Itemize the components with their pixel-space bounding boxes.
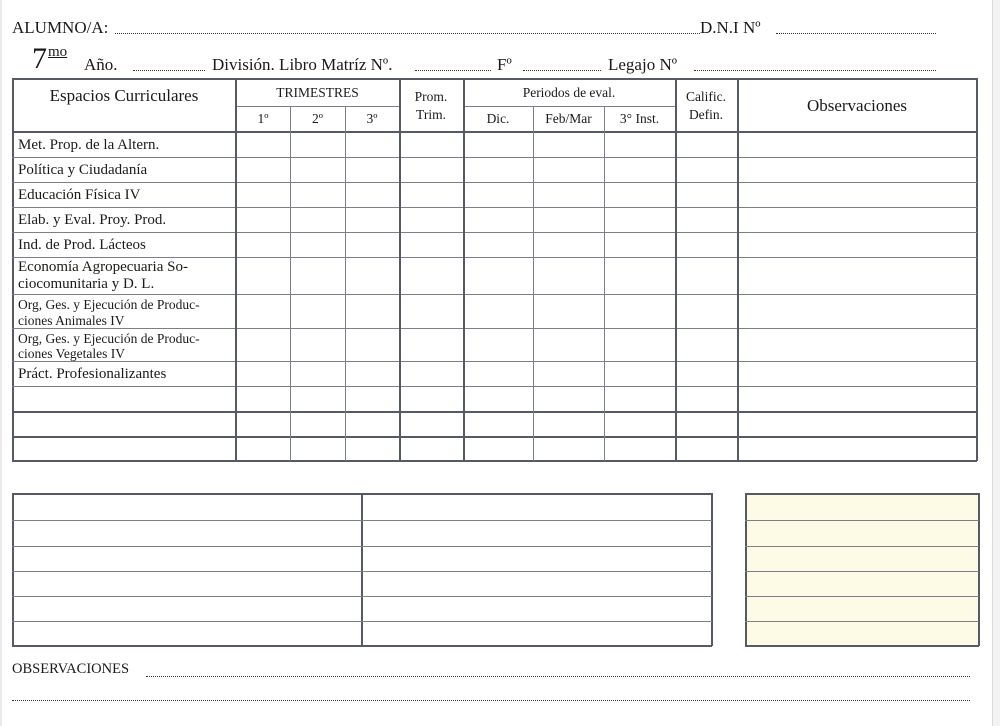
lower-right-row-rule: [745, 621, 979, 622]
table-border-top: [12, 78, 977, 80]
subject-elab-eval: Elab. y Eval. Proy. Prod.: [18, 212, 167, 228]
header-defin: Defin.: [688, 107, 724, 122]
year-suffix: mo: [48, 44, 68, 60]
year-label: [32, 42, 67, 76]
legajo-label: Legajo Nº: [608, 55, 677, 74]
header-trim: Trim.: [416, 107, 446, 122]
ano-field[interactable]: [133, 70, 205, 71]
subject-met-prop: Met. Prop. de la Altern.: [18, 137, 160, 153]
header-trimestres: TRIMESTRES: [276, 85, 359, 100]
subject-org-animales-1: Org, Ges. y Ejecución de Produc-: [18, 297, 200, 312]
dni-field[interactable]: [776, 33, 936, 34]
lower-right-row-rule: [745, 571, 979, 572]
header-trim-3: 3º: [366, 111, 378, 126]
lower-right-border-bottom: [745, 645, 979, 647]
lower-left-row-rule: [12, 621, 712, 622]
row-rule: [12, 232, 977, 233]
legajo-field[interactable]: [694, 70, 936, 71]
row-rule-thick: [12, 436, 977, 438]
header-trim-1: 1º: [257, 111, 269, 126]
row-rule: [12, 157, 977, 158]
lower-right-row-rule: [745, 546, 979, 547]
lower-left-border-right: [711, 493, 713, 646]
dni-label: D.N.I Nº: [700, 18, 761, 37]
alumno-label: ALUMNO/A:: [12, 18, 109, 37]
column-rule: [399, 78, 401, 461]
lower-left-divider: [361, 493, 363, 646]
periodos-subrule: [463, 106, 675, 107]
lower-right-border-right: [978, 493, 980, 646]
row-rule: [12, 294, 977, 295]
subject-economia-1: Economía Agropecuaria So-: [18, 259, 188, 275]
column-rule: [463, 78, 465, 461]
header-observaciones: Observaciones: [806, 96, 908, 115]
subject-economia-2: ciocomunitaria y D. L.: [18, 276, 155, 292]
left-edge: [0, 0, 2, 726]
header-rule: [12, 131, 977, 133]
ano-label: Año.: [84, 55, 118, 74]
observaciones-field-1[interactable]: [146, 676, 970, 677]
subject-org-vegetales-1: Org, Ges. y Ejecución de Produc-: [18, 331, 200, 346]
lower-left-row-rule: [12, 520, 712, 521]
header-espacios: Espacios Curriculares: [49, 86, 199, 105]
header-trim-2: 2º: [312, 111, 323, 126]
observaciones-field-2[interactable]: [12, 700, 970, 701]
row-rule: [12, 328, 977, 329]
header-dic: Dic.: [486, 111, 510, 126]
row-rule: [12, 182, 977, 183]
lower-right-highlight: [745, 493, 979, 646]
trimestres-subrule: [236, 106, 399, 107]
column-rule: [675, 78, 677, 461]
year-number: 7: [32, 42, 47, 75]
header-febmar: Feb/Mar: [545, 111, 592, 126]
periodo-column-rule: [604, 106, 605, 461]
subject-politica: Política y Ciudadanía: [18, 162, 148, 178]
subject-ind-lacteos: Ind. de Prod. Lácteos: [18, 237, 146, 253]
lower-left-row-rule: [12, 596, 712, 597]
trimestre-column-rule: [290, 106, 291, 461]
subject-educacion-fisica: Educación Física IV: [18, 187, 141, 203]
table-border-left: [12, 78, 14, 461]
column-rule: [235, 78, 237, 461]
row-rule: [12, 207, 977, 208]
observaciones-label: OBSERVACIONES: [12, 661, 130, 677]
lower-right-row-rule: [745, 596, 979, 597]
alumno-field[interactable]: [115, 33, 700, 34]
row-rule: [12, 386, 977, 387]
trimestre-column-rule: [345, 106, 346, 461]
row-rule: [12, 361, 977, 362]
table-border-right: [976, 78, 978, 461]
folio-label: Fº: [497, 55, 512, 74]
libro-field[interactable]: [415, 70, 491, 71]
lower-right-border-top: [745, 493, 979, 495]
lower-left-border-left: [12, 493, 14, 646]
lower-right-row-rule: [745, 520, 979, 521]
subject-org-animales-2: ciones Animales IV: [18, 313, 125, 328]
row-rule-thick: [12, 411, 977, 413]
page-right-edge: [992, 0, 1000, 726]
table-border-bottom: [12, 460, 977, 462]
header-3inst: 3° Inst.: [619, 111, 660, 126]
division-label: División. Libro Matríz Nº.: [212, 55, 393, 74]
row-rule: [12, 257, 977, 258]
periodo-column-rule: [533, 106, 534, 461]
lower-right-border-left: [745, 493, 747, 646]
header-calific: Calific.: [685, 89, 727, 104]
lower-left-row-rule: [12, 546, 712, 547]
subject-practicas: Práct. Profesionalizantes: [18, 366, 167, 382]
folio-field[interactable]: [523, 70, 601, 71]
subject-org-vegetales-2: ciones Vegetales IV: [18, 346, 125, 361]
header-periodos: Periodos de eval.: [522, 85, 616, 100]
lower-left-row-rule: [12, 571, 712, 572]
column-rule: [737, 78, 739, 461]
header-prom: Prom.: [414, 89, 448, 104]
